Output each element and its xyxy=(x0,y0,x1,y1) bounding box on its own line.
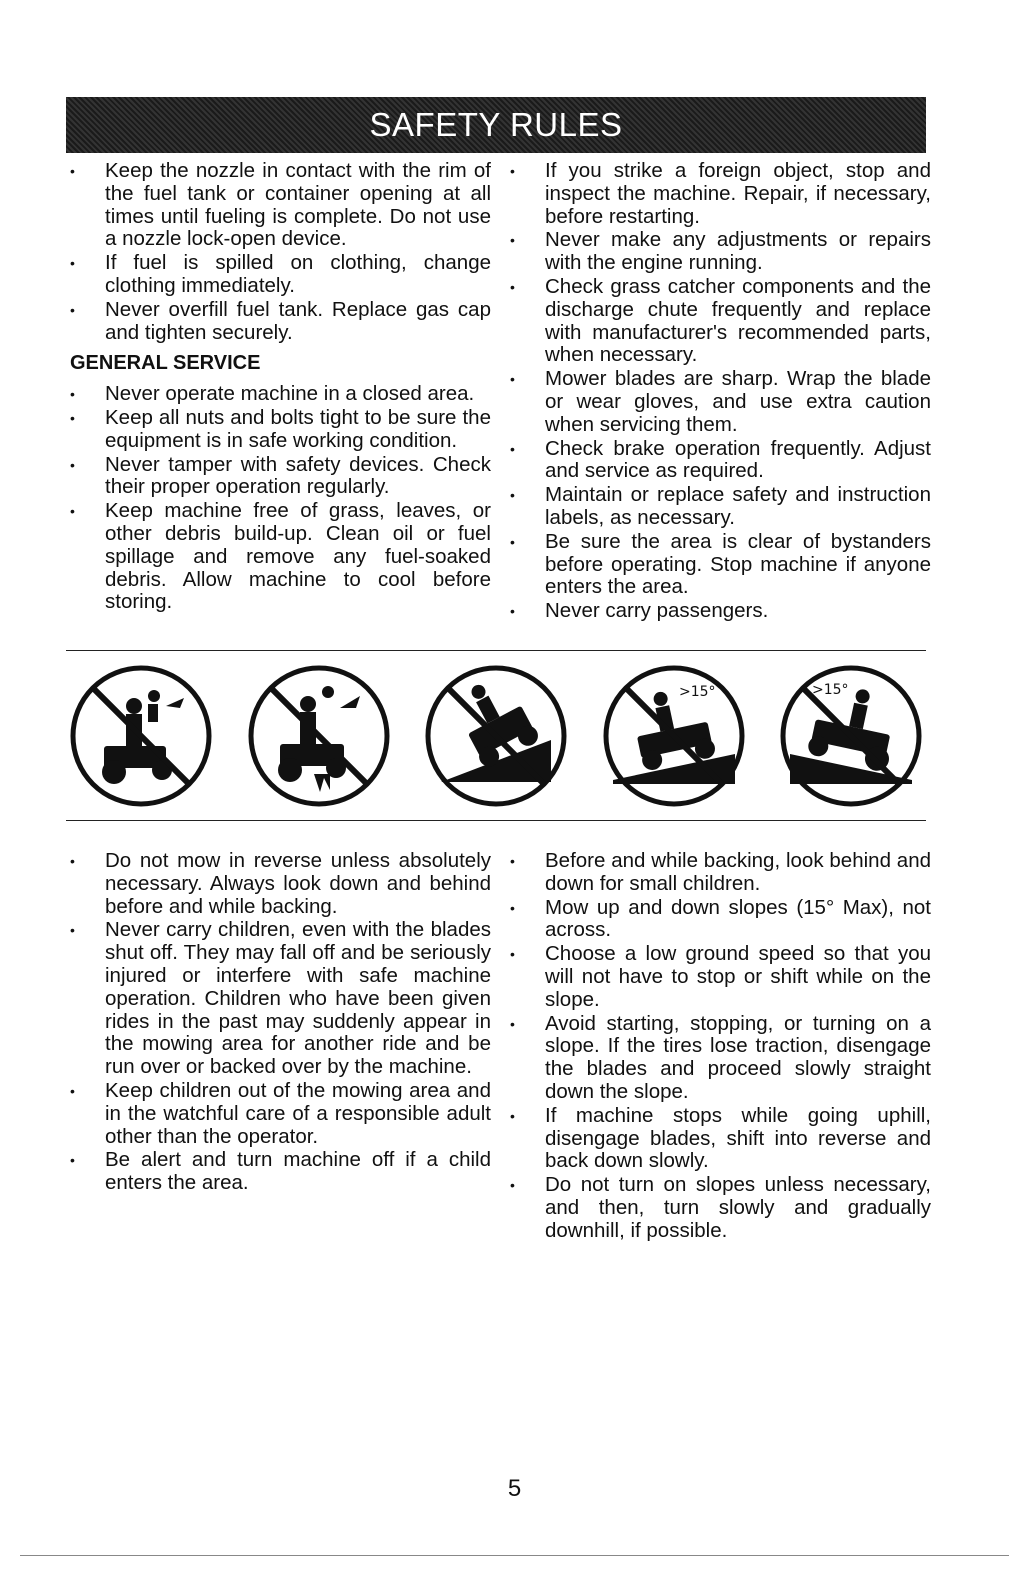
list-item: • Mow up and down slopes (15° Max), not across. xyxy=(506,897,931,943)
list-item: • Do not turn on slopes unless necessary, and then, turn slowly and gradually downhill, if possible. xyxy=(506,1174,931,1242)
list-item: • Never make any adjustments or repairs with the engine running. xyxy=(506,229,931,275)
slope-limit-downhill-icon xyxy=(776,662,926,810)
general-service-heading: GENERAL SERVICE xyxy=(70,352,261,375)
list-item: • Check brake operation frequently. Adjust and service as required. xyxy=(506,438,931,484)
list-item: • If machine stops while going uphill, disengage blades, shift into reverse and back down slowly. xyxy=(506,1105,931,1173)
bottom-right-column xyxy=(506,850,931,1244)
no-mowing-across-slope-icon xyxy=(421,662,571,810)
list-item: • If you strike a foreign object, stop and inspect the machine. Repair, if necessary, before restarting. xyxy=(506,160,931,228)
list-item: • Do not mow in reverse unless absolutely necessary. Always look down and behind before and while backing. xyxy=(66,850,491,918)
list-item: • If fuel is spilled on clothing, change clothing immediately. xyxy=(66,252,491,298)
list-item: • Keep the nozzle in contact with the rim of the fuel tank or container opening at all times until fueling is complete. Do not use a nozzle lock-open device. xyxy=(66,160,491,251)
divider-top xyxy=(66,650,926,651)
no-children-near-mower-icon xyxy=(244,662,394,810)
list-item: • Avoid starting, stopping, or turning on a slope. If the tires lose traction, disengage the blades and proceed slowly straight down the slope. xyxy=(506,1013,931,1104)
list-item: • Keep children out of the mowing area and in the watchful care of a responsible adult other than the operator. xyxy=(66,1080,491,1148)
bottom-left-column xyxy=(66,850,491,1196)
page-number: 5 xyxy=(507,1475,522,1502)
section-banner xyxy=(66,97,926,153)
list-item: • Check grass catcher components and the discharge chute frequently and replace with manufacturer's recommended parts, when necessary. xyxy=(506,276,931,367)
top-left-column xyxy=(66,160,491,615)
divider-bottom xyxy=(66,820,926,821)
list-item: • Never operate machine in a closed area. xyxy=(66,383,491,406)
no-riders-icon xyxy=(66,662,216,810)
list-item: • Keep machine free of grass, leaves, or other debris build-up. Clean oil or fuel spillage and remove any fuel-soaked debris. Allow machine to cool before storing. xyxy=(66,500,491,614)
safety-pictograms xyxy=(66,662,926,810)
fuel-rules-list xyxy=(66,160,491,344)
banner-title: SAFETY RULES xyxy=(369,106,623,143)
list-item: • Be sure the area is clear of bystanders before operating. Stop machine if anyone enters the area. xyxy=(506,531,931,599)
service-rules-list xyxy=(506,160,931,623)
list-item: • Keep all nuts and bolts tight to be sure the equipment is in safe working condition. xyxy=(66,407,491,453)
list-item: • Choose a low ground speed so that you will not have to stop or shift while on the slope. xyxy=(506,943,931,1011)
slope-angle-label: >15° xyxy=(678,684,716,700)
list-item: • Never tamper with safety devices. Check their proper operation regularly. xyxy=(66,454,491,500)
list-item: • Never carry passengers. xyxy=(506,600,931,623)
top-right-column xyxy=(506,160,931,624)
list-item: • Maintain or replace safety and instruction labels, as necessary. xyxy=(506,484,931,530)
children-safety-list xyxy=(66,850,491,1195)
list-item: • Mower blades are sharp. Wrap the blade or wear gloves, and use extra caution when servicing them. xyxy=(506,368,931,436)
slope-limit-uphill-icon xyxy=(599,662,749,810)
slope-safety-list xyxy=(506,850,931,1243)
general-service-list xyxy=(66,383,491,614)
list-item: • Never overfill fuel tank. Replace gas cap and tighten securely. xyxy=(66,299,491,345)
list-item: • Never carry children, even with the blades shut off. They may fall off and be seriously injured or interfere with safe machine operation. Children who have been given rides in the past may suddenly appear in the mowing area for another ride and be run over or backed over by the machine. xyxy=(66,919,491,1079)
slope-angle-label: >15° xyxy=(812,682,849,698)
list-item: • Be alert and turn machine off if a child enters the area. xyxy=(66,1149,491,1195)
footer-rule xyxy=(20,1555,1009,1556)
list-item: • Before and while backing, look behind and down for small children. xyxy=(506,850,931,896)
